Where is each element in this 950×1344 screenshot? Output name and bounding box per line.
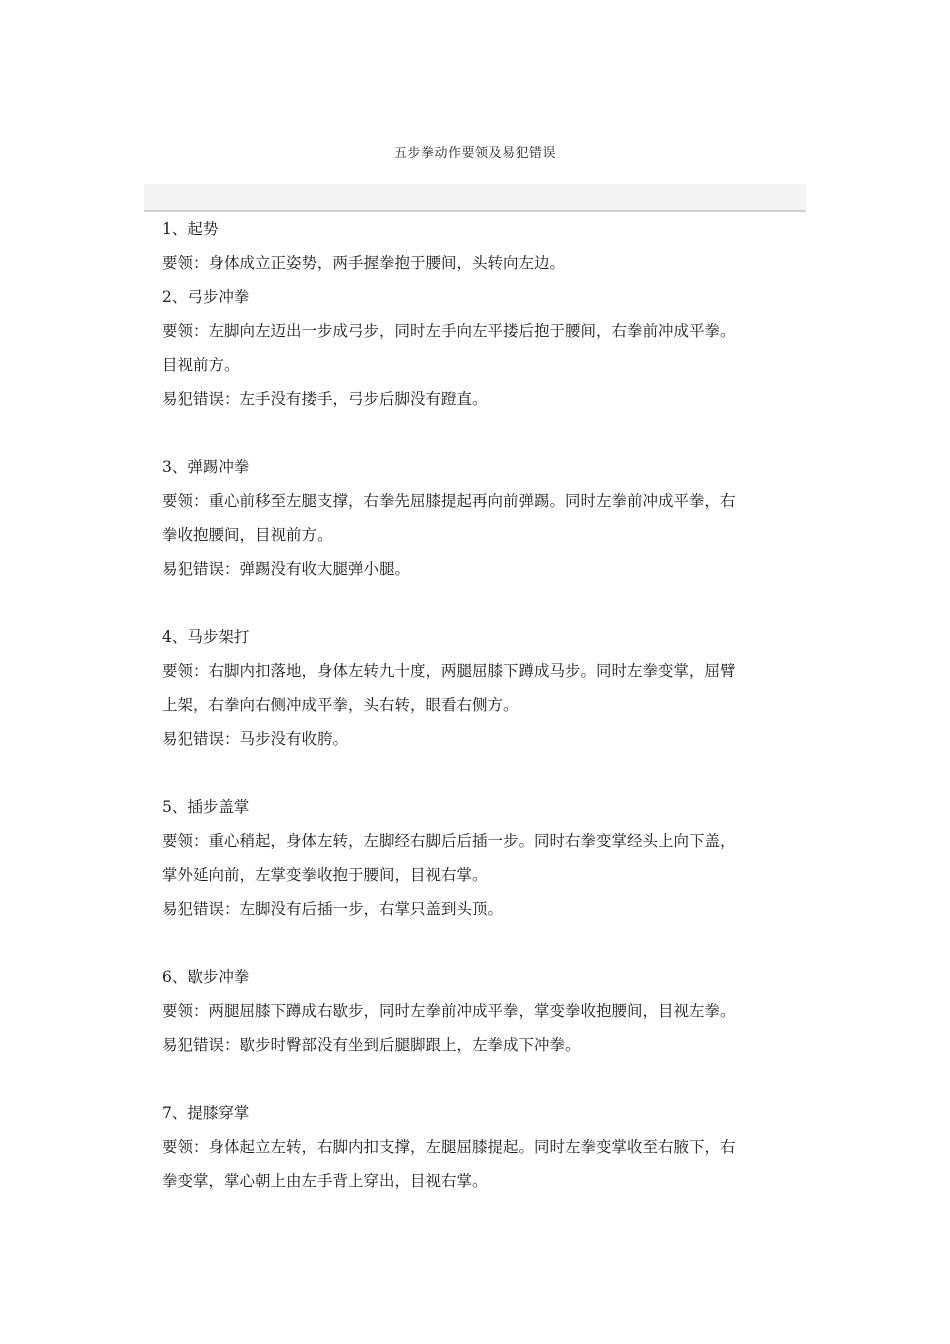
section-text-line: 拳收抱腰间，目视前方。 — [162, 526, 333, 544]
section-1 — [162, 212, 802, 280]
section-text-line: 掌外延向前，左掌变拳收抱于腰间，目视右掌。 — [162, 866, 488, 884]
section-text-line: 目视前方。 — [162, 356, 240, 374]
document-title: 五步拳动作要领及易犯错误 — [393, 146, 556, 161]
section-text-line: 要领：重心稍起，身体左转，左脚经右脚后后插一步。同时右拳变掌经头上向下盖， — [162, 832, 736, 850]
document-body — [162, 212, 802, 1198]
section-4 — [162, 620, 802, 756]
section-heading: 7、提膝穿掌 — [162, 1104, 250, 1122]
section-text-line: 易犯错误：弹踢没有收大腿弹小腿。 — [162, 560, 411, 578]
section-text-line: 易犯错误：歇步时臀部没有坐到后腿脚跟上，左拳成下冲拳。 — [162, 1036, 581, 1054]
section-5 — [162, 790, 802, 926]
section-2 — [162, 280, 802, 416]
section-text-line: 要领：右脚内扣落地，身体左转九十度，两腿屈膝下蹲成马步。同时左拳变掌，屈臂 — [162, 662, 736, 680]
section-heading: 3、弹踢冲拳 — [162, 458, 250, 476]
section-6 — [162, 960, 802, 1062]
section-text-line: 易犯错误：左手没有搂手，弓步后脚没有蹬直。 — [162, 390, 488, 408]
section-text-line: 要领：左脚向左迈出一步成弓步，同时左手向左平搂后抱于腰间，右拳前冲成平拳。 — [162, 322, 736, 340]
section-text-line: 拳变掌，掌心朝上由左手背上穿出，目视右掌。 — [162, 1172, 488, 1190]
section-text-line: 要领：身体成立正姿势，两手握拳抱于腰间，头转向左边。 — [162, 254, 566, 272]
section-heading: 1、起势 — [162, 220, 219, 238]
section-text-line: 要领：身体起立左转，右脚内扣支撑，左腿屈膝提起。同时左拳变掌收至右腋下，右 — [162, 1138, 736, 1156]
section-text-line: 要领：两腿屈膝下蹲成右歇步，同时左拳前冲成平拳，掌变拳收抱腰间，目视左拳。 — [162, 1002, 736, 1020]
section-heading: 5、插步盖掌 — [162, 798, 250, 816]
section-heading: 4、马步架打 — [162, 628, 250, 646]
section-text-line: 易犯错误：左脚没有后插一步，右掌只盖到头顶。 — [162, 900, 504, 918]
header-divider-bar — [144, 184, 806, 212]
section-heading: 6、歇步冲拳 — [162, 968, 250, 986]
section-heading: 2、弓步冲拳 — [162, 288, 250, 306]
section-3 — [162, 450, 802, 586]
section-text-line: 要领：重心前移至左腿支撑，右拳先屈膝提起再向前弹踢。同时左拳前冲成平拳，右 — [162, 492, 736, 510]
section-7 — [162, 1096, 802, 1198]
section-text-line: 易犯错误：马步没有收胯。 — [162, 730, 349, 748]
section-text-line: 上架，右拳向右侧冲成平拳，头右转，眼看右侧方。 — [162, 696, 519, 714]
